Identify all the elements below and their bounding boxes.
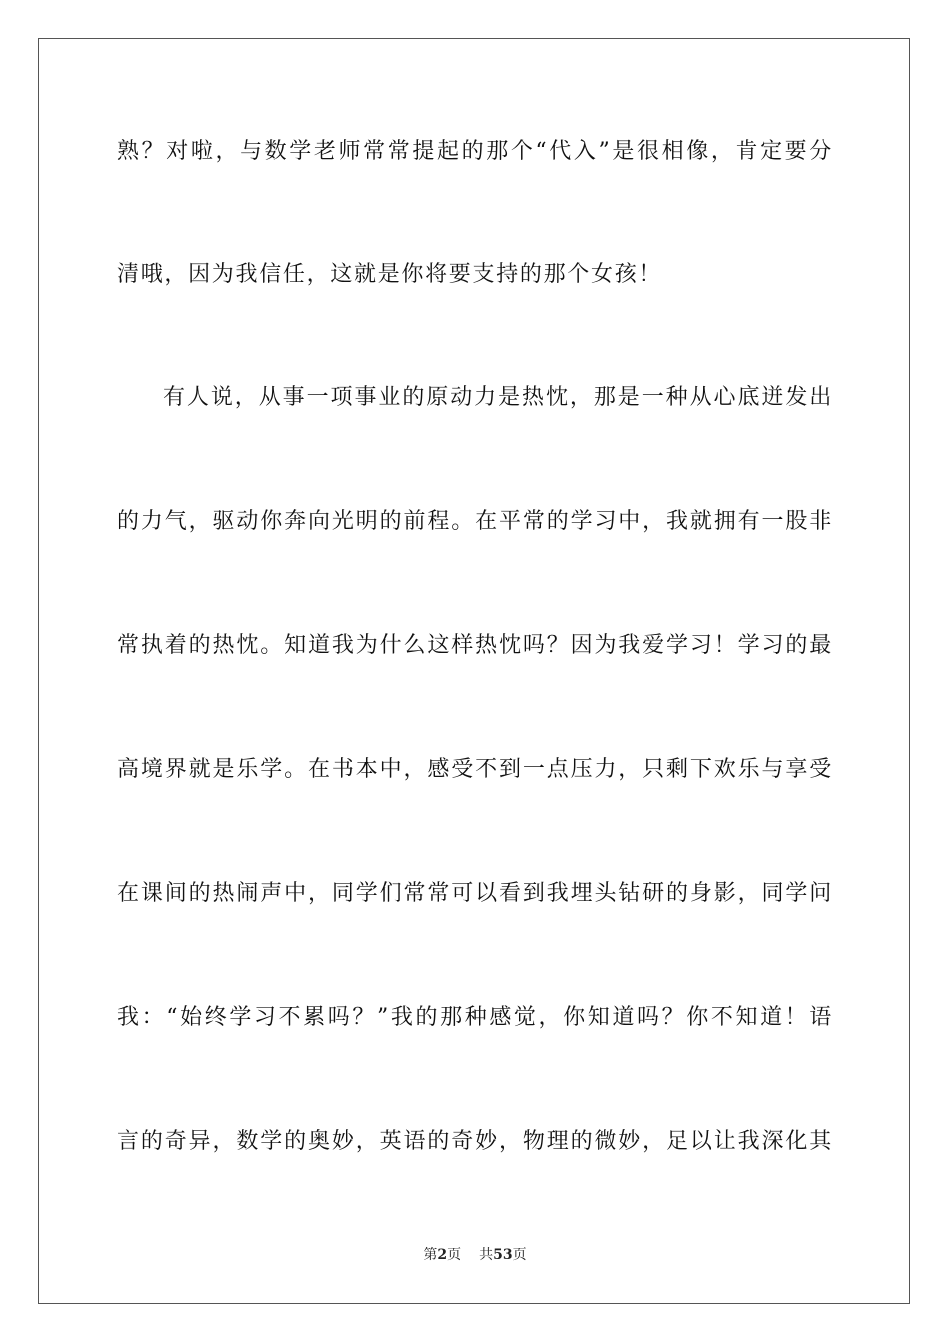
page-border	[38, 38, 910, 1304]
body-text-line-8: 我：“始终学习不累吗？”我的那种感觉，你知道吗？你不知道！语	[117, 1005, 833, 1030]
total-prefix: 共	[479, 1247, 494, 1263]
total-pages: 53	[493, 1247, 513, 1263]
page-suffix: 页	[447, 1247, 462, 1263]
page-footer	[0, 1245, 950, 1265]
page-prefix: 第	[423, 1247, 438, 1263]
body-text-line-2: 清哦，因为我信任，这就是你将要支持的那个女孩！	[117, 262, 663, 287]
page-number: 2	[437, 1247, 448, 1263]
body-text-line-5: 常执着的热忱。知道我为什么这样热忱吗？因为我爱学习！学习的最	[117, 633, 833, 658]
body-text-line-7: 在课间的热闹声中，同学们常常可以看到我埋头钻研的身影，同学问	[117, 881, 833, 906]
body-text-line-9: 言的奇异，数学的奥妙，英语的奇妙，物理的微妙，足以让我深化其	[117, 1129, 833, 1154]
body-text-line-1: 熟？对啦，与数学老师常常提起的那个“代入”是很相像，肯定要分	[117, 139, 833, 164]
total-suffix: 页	[512, 1247, 527, 1263]
body-text-line-3: 有人说，从事一项事业的原动力是热忱，那是一种从心底迸发出	[163, 385, 833, 410]
body-text-line-4: 的力气，驱动你奔向光明的前程。在平常的学习中，我就拥有一股非	[117, 509, 833, 534]
body-text-line-6: 高境界就是乐学。在书本中，感受不到一点压力，只剩下欢乐与享受	[117, 757, 833, 782]
